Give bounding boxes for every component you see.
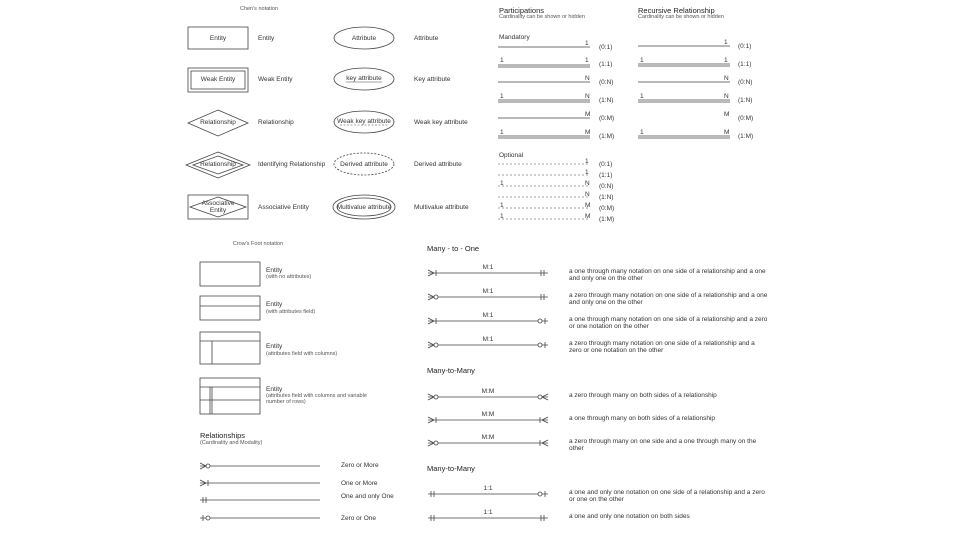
crows-one-or-more (200, 480, 320, 486)
optional-code: (1:M) (599, 216, 615, 223)
many-to-one-label: M:1 (482, 288, 494, 295)
many-to-one-title: Many - to - One (427, 244, 480, 253)
participations-title: Participations (499, 6, 545, 15)
crows-entity-2-name: Entity (266, 301, 283, 308)
optional-left-card: 1 (500, 180, 504, 187)
relationships-title: Relationships (200, 431, 246, 440)
mandatory-left-card: 1 (500, 93, 504, 100)
crows-zero-or-one (200, 515, 320, 521)
mandatory-right-card: 1 (585, 57, 589, 64)
recursive-right-card: 1 (724, 57, 728, 64)
recursive-left-card: 1 (640, 57, 644, 64)
recursive-lines (638, 46, 730, 138)
crows-title: Crow's Foot notation (232, 241, 284, 247)
one-to-one-desc: a one and only one notation on one side of a relationship and a zero or one on the other (569, 489, 765, 504)
chen-title: Chen's notation (239, 6, 279, 12)
mandatory-label: Mandatory (499, 34, 530, 41)
optional-right-card: M (585, 213, 591, 220)
mandatory-right-card: M (585, 129, 591, 136)
many-to-many-label: M:M (481, 388, 495, 395)
weak-entity-desc: Weak Entity (258, 76, 293, 83)
one-to-one-label: 1:1 (483, 485, 493, 492)
many-to-many-desc: a one through many on both sides of a relationship (569, 415, 715, 422)
relationship-shape-label: Relationship (200, 119, 236, 126)
many-to-one-desc: a zero through many notation on one side of a relationship and a zero or one notation on the other (569, 340, 755, 355)
mandatory-code: (0:N) (599, 79, 614, 86)
optional-right-card: N (585, 180, 590, 187)
relationship-desc: Relationship (258, 119, 294, 126)
many-to-many-desc: a zero through many on one side and a one through many on the other (569, 438, 757, 453)
mandatory-right-card: M (585, 111, 591, 118)
optional-code: (0:1) (599, 161, 613, 168)
many-to-one-label: M:1 (482, 312, 494, 319)
many-to-one-label: M:1 (482, 264, 494, 271)
many-to-one-desc: a one through many notation on one side of a relationship and a zero or one notation on the other (569, 316, 768, 331)
crows-entity-4-note: (attributes field with columns and variable number of rows) (266, 393, 367, 406)
optional-label: Optional (499, 152, 524, 159)
attribute-desc: Attribute (414, 35, 439, 42)
rel-zero-or-more-label: Zero or More (341, 462, 379, 469)
mandatory-code: (1:1) (599, 61, 613, 68)
mandatory-code: (1:M) (599, 133, 615, 140)
crows-entity-plain (200, 262, 260, 286)
one-to-one-title: Many-to-Many (427, 464, 475, 473)
optional-code: (0:N) (599, 183, 614, 190)
participation-mandatory-lines (498, 47, 590, 138)
recursive-right-card: M (724, 129, 730, 136)
optional-left-card: 1 (500, 202, 504, 209)
recursive-code: (0:1) (738, 43, 752, 50)
optional-right-card: 1 (585, 158, 589, 165)
recursive-left-card: 1 (640, 129, 644, 136)
many-to-one-desc: a zero through many notation on one side of a relationship and a one and only one on the other (569, 292, 768, 307)
optional-code: (0:M) (599, 205, 615, 212)
key-attribute-desc: Key attribute (414, 76, 451, 83)
participation-optional-lines (498, 164, 590, 219)
recursive-right-card: N (724, 75, 729, 82)
optional-right-card: 1 (585, 169, 589, 176)
recursive-left-card: 1 (640, 93, 644, 100)
relationships-subtitle: (Cardinality and Modality) (200, 440, 263, 446)
multivalue-attribute-shape-label: Multivalue attribute (336, 204, 392, 211)
many-to-many-desc: a zero through many on both sides of a relationship (569, 392, 717, 399)
recursive-code: (1:M) (738, 133, 754, 140)
identifying-relationship-shape-label: Relationship (200, 161, 236, 168)
crows-entity-3-name: Entity (266, 343, 283, 350)
one-to-one-label: 1:1 (483, 509, 493, 516)
crows-entity-2-note: (with attributes field) (266, 309, 316, 315)
crows-entity-4-name: Entity (266, 386, 283, 393)
crows-entity-variable-rows (200, 378, 260, 414)
recursive-code: (0:N) (738, 79, 753, 86)
recursive-right-card: 1 (724, 39, 728, 46)
crows-entity-1-note: (with no attributes) (266, 274, 312, 280)
optional-left-card: 1 (500, 213, 504, 220)
many-to-one-label: M:1 (482, 336, 494, 343)
mandatory-right-card: 1 (585, 40, 589, 47)
recursive-code: (1:1) (738, 61, 752, 68)
many-to-many-label: M:M (481, 434, 495, 441)
recursive-title: Recursive Relationship (638, 6, 715, 15)
attribute-shape-label: Attribute (351, 35, 377, 42)
mandatory-code: (0:M) (599, 115, 615, 122)
mandatory-code: (1:N) (599, 97, 614, 104)
mandatory-left-card: 1 (500, 57, 504, 64)
recursive-code: (0:M) (738, 115, 754, 122)
mandatory-right-card: N (585, 93, 590, 100)
weak-entity-shape-label: Weak Entity (200, 76, 236, 83)
multivalue-attribute-desc: Multivalue attribute (414, 204, 469, 211)
many-to-many-title: Many-to-Many (427, 366, 475, 375)
entity-desc: Entity (258, 35, 275, 42)
optional-code: (1:1) (599, 172, 613, 179)
recursive-subtitle: Cardinality can be shown or hidden (638, 14, 724, 20)
rel-zero-or-one-label: Zero or One (341, 515, 377, 522)
crows-entity-attr-field (200, 296, 260, 320)
one-to-one-desc: a one and only one notation on both sides (569, 513, 690, 520)
key-attribute-shape-label: key attribute (346, 75, 382, 82)
identifying-relationship-desc: Identifying Relationship (258, 161, 326, 168)
one-one-lines (428, 491, 548, 521)
many-to-many-label: M:M (481, 411, 495, 418)
optional-code: (1:N) (599, 194, 614, 201)
optional-right-card: M (585, 202, 591, 209)
optional-right-card: N (585, 191, 590, 198)
crows-entity-columns (200, 332, 260, 364)
derived-attribute-shape-label: Derived attribute (340, 161, 388, 168)
weak-key-attribute-desc: Weak key attribute (414, 119, 468, 126)
associative-entity-shape-label: Associative Entity (201, 200, 235, 215)
many-to-one-desc: a one through many notation on one side of a relationship and a one and only one on the other (569, 268, 766, 283)
associative-entity-desc: Associative Entity (258, 204, 309, 211)
rel-one-and-only-one-label: One and only One (341, 493, 394, 500)
participations-subtitle: Cardinality can be shown or hidden (499, 14, 585, 20)
mandatory-code: (0:1) (599, 44, 613, 51)
rel-one-or-more-label: One or More (341, 480, 378, 487)
crows-entity-3-note: (attributes field with columns) (266, 351, 338, 357)
recursive-right-card: M (724, 111, 730, 118)
mandatory-right-card: N (585, 75, 590, 82)
crows-entity-1-name: Entity (266, 267, 283, 274)
crows-zero-or-more (200, 463, 320, 469)
recursive-right-card: N (724, 93, 729, 100)
weak-key-attribute-shape-label: Weak key attribute (337, 118, 391, 125)
recursive-code: (1:N) (738, 97, 753, 104)
mandatory-left-card: 1 (500, 129, 504, 136)
derived-attribute-desc: Derived attribute (414, 161, 462, 168)
entity-shape-label: Entity (209, 35, 227, 42)
crows-one-and-only-one (200, 497, 320, 503)
